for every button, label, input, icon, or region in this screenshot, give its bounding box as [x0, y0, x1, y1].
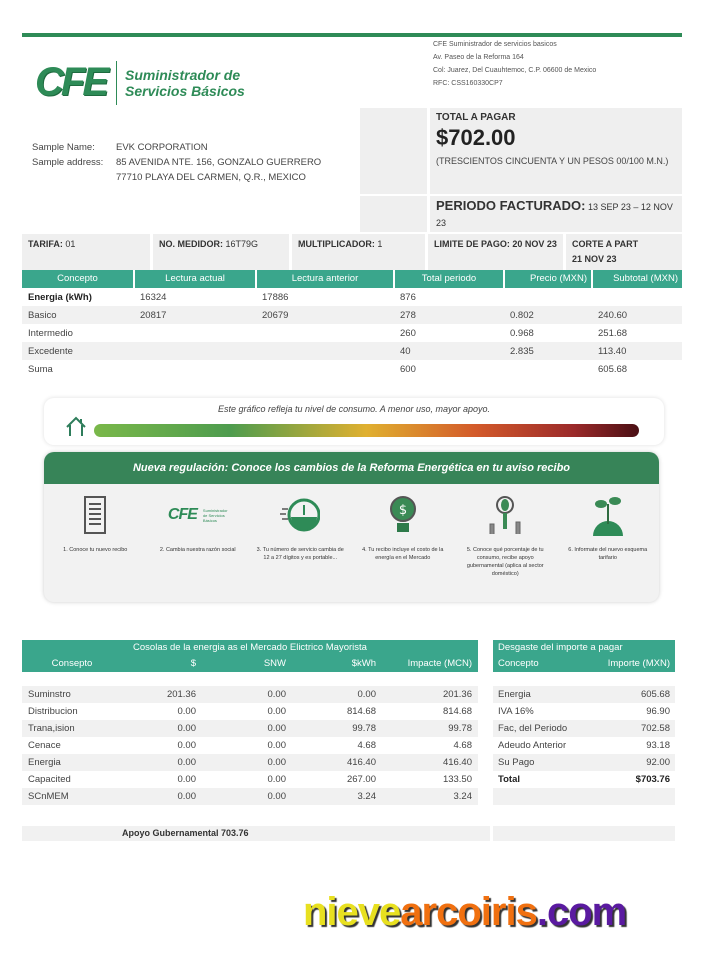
address-label: Sample address:	[32, 157, 104, 168]
step-item: 6. Informate del nuevo esquema tarifario	[563, 494, 653, 578]
table-row: IVA 16% 96.90	[498, 706, 670, 717]
table-row: Distribucion 0.00 0.00 814.68 814.68	[28, 706, 472, 717]
table-row: Capacited 0.00 0.00 267.00 133.50	[28, 774, 472, 785]
table-row: SCnMEM 0.00 0.00 3.24 3.24	[22, 788, 478, 805]
logo-sub2: Servicios Básicos	[125, 82, 245, 99]
table-row: Fac, del Periodo 702.58	[493, 720, 675, 737]
limite-value: 20 NOV 23	[512, 239, 557, 249]
money-bulb-icon	[388, 494, 418, 536]
table-row: Adeudo Anterior 93.18	[498, 740, 670, 751]
table-row: Energia 605.68	[493, 686, 675, 703]
percentage-icon	[488, 494, 522, 536]
table-row: Total $703.76	[498, 774, 670, 785]
col-header: Impacte (MCN)	[382, 656, 478, 672]
table-row: Trana,ision 0.00 0.00 99.78 99.78	[22, 720, 478, 737]
medidor-value: 16T79G	[225, 239, 259, 249]
corte-value: 21 NOV 23	[572, 254, 617, 264]
table-row: Suma 600 605.68	[28, 363, 628, 375]
address-line: RFC: CSS160330CP7	[433, 80, 503, 87]
total-words: (TRESCIENTOS CINCUENTA Y UN PESOS 00/100 M.N.)	[436, 156, 669, 166]
col-header: Total periodo	[394, 270, 504, 288]
logo-sub1: Suministrador de	[125, 66, 241, 83]
col-header: Concepto	[493, 656, 588, 672]
step-item: 5. Conoce qué porcentaje de tu consumo, recibe apoyo gubernamental (aplica al sector doméstico)	[460, 494, 550, 578]
col-header: Lectura actual	[134, 270, 256, 288]
house-icon	[64, 414, 88, 438]
consumption-gauge	[44, 398, 664, 445]
col-header: Subtotal (MXN)	[592, 270, 682, 288]
desglose-title: Desgaste del importe a pagar	[493, 640, 675, 656]
tarifa-value: 01	[65, 239, 76, 249]
col-header: $kWh	[292, 656, 382, 672]
logo-separator	[116, 61, 117, 105]
blank-cell	[360, 108, 427, 194]
mercado-title: Cosolas de la energia as el Mercado Elictrico Mayorista	[22, 640, 478, 656]
col-header: Importe (MXN)	[588, 656, 675, 672]
logo-cfe-text: CFE	[35, 60, 106, 104]
step-item: 1. Conoce tu nuevo recibo	[50, 494, 140, 578]
col-header: $	[122, 656, 202, 672]
periodo-value: 13 SEP 23 – 12 NOV 23	[436, 202, 673, 228]
svg-text:$: $	[398, 503, 407, 518]
step-item: $ 4. Tu recibo incluye el costo de la energía en el Mercado	[358, 494, 448, 578]
consumo-table	[22, 270, 682, 378]
table-row: Cenace 0.00 0.00 4.68 4.68	[28, 740, 472, 751]
cfe-logo-icon: CFE Suministrador de Servicios Básicos	[167, 506, 228, 523]
table-row: Energia 0.00 0.00 416.40 416.40	[22, 754, 478, 771]
reforma-steps	[44, 494, 659, 578]
col-header: Precio (MXN)	[504, 270, 592, 288]
total-amount: $702.00	[436, 125, 516, 150]
apoyo-gubernamental: Apoyo Gubernamental 703.76	[22, 826, 490, 841]
name-label: Sample Name:	[32, 142, 95, 153]
reforma-banner	[44, 452, 659, 602]
col-header: SNW	[202, 656, 292, 672]
periodo-label: PERIODO FACTURADO:	[436, 198, 586, 213]
gauge-bar	[94, 424, 639, 437]
mercado-table	[22, 640, 478, 805]
table-row: Su Pago 92.00	[493, 754, 675, 771]
table-row: Basico 20817 20679 278 0.802 240.60	[22, 306, 682, 324]
col-header: Concepto	[22, 270, 134, 288]
periodo-box	[430, 196, 682, 232]
table-row: Energia (kWh) 16324 17886 876	[28, 291, 416, 303]
watermark: nievearcoiris.com	[303, 890, 627, 934]
address-line: Col: Juarez, Del Cuauhtemoc, C.P. 06600 de Mexico	[433, 67, 597, 74]
multiplicador-value: 1	[377, 239, 383, 249]
corte-label: CORTE A PART	[572, 239, 639, 249]
meter-icon	[280, 495, 320, 535]
receipt-icon	[84, 496, 106, 534]
tarifa-label: TARIFA:	[28, 239, 63, 249]
blank-cell	[360, 196, 427, 232]
step-item: 3. Tu número de servicio cambia de 12 a 27 dígitos y es portable...	[255, 494, 345, 578]
multiplicador-label: MULTIPLICADOR:	[298, 239, 375, 249]
address-line: Av. Paseo de la Reforma 164	[433, 54, 524, 61]
col-header: Lectura anterior	[256, 270, 394, 288]
medidor-label: NO. MEDIDOR:	[159, 239, 223, 249]
customer-name: EVK CORPORATION	[116, 142, 208, 153]
total-box	[430, 108, 682, 194]
plant-icon	[591, 494, 625, 536]
table-row: Suminstro 201.36 0.00 0.00 201.36	[22, 686, 478, 703]
address-line: CFE Suministrador de servicios basicos	[433, 41, 557, 48]
info-row	[22, 234, 682, 270]
desglose-table	[493, 640, 675, 805]
customer-address-2: 77710 PLAYA DEL CARMEN, Q.R., MEXICO	[116, 172, 306, 183]
customer-info	[32, 140, 321, 185]
gauge-text: Este gráfico refleja tu nivel de consumo. A menor uso, mayor apoyo.	[218, 404, 490, 414]
reforma-title: Nueva regulación: Conoce los cambios de la Reforma Energética en tu aviso recibo	[44, 452, 659, 484]
top-green-bar	[22, 33, 682, 37]
blank-cell	[493, 826, 675, 841]
total-label: TOTAL A PAGAR	[436, 112, 516, 123]
supplier-address	[433, 38, 596, 90]
limite-label: LIMITE DE PAGO:	[434, 239, 510, 249]
step-item: CFE Suministrador de Servicios Básicos 2. Cambia nuestra razón social	[153, 494, 243, 578]
customer-address-1: 85 AVENIDA NTE. 156, GONZALO GUERRERO	[116, 157, 322, 168]
table-row: Intermedio 260 0.968 251.68	[28, 327, 628, 339]
cfe-logo	[35, 60, 245, 105]
col-header: Consepto	[22, 656, 122, 672]
table-row: Excedente 40 2.835 113.40	[22, 342, 682, 360]
